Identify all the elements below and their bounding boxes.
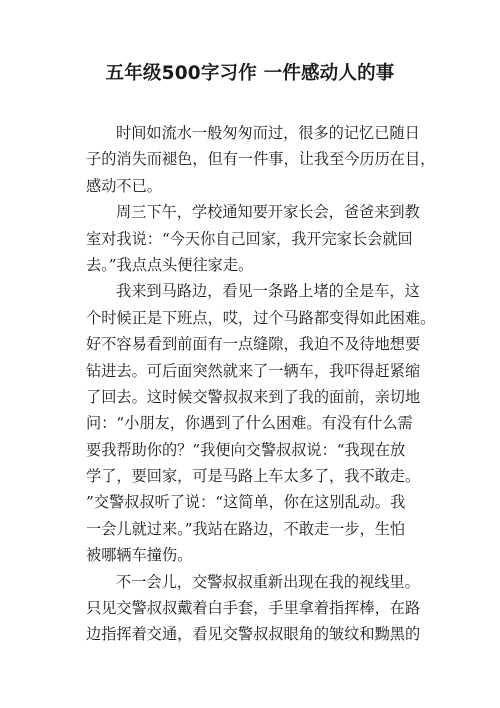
paragraph-3-line-1: 我来到马路边，看见一条路上堵的全是车，这 — [116, 282, 420, 301]
paragraph-3-line-3: 好不容易看到前面有一点缝隙，我迫不及待地想要 — [86, 335, 421, 354]
paragraph-4-line-3: 边指挥着交通，看见交警叔叔眼角的皱纹和黝黑的 — [86, 625, 421, 644]
paragraph-3-line-11: 被哪辆车撞伤。 — [86, 546, 193, 565]
paragraph-4-line-2: 只见交警叔叔戴着白手套，手里拿着指挥棒，在路 — [86, 599, 421, 618]
paragraph-1-line-2: 子的消失而褪色，但有一件事，让我至今历历在目， — [86, 150, 436, 169]
paragraph-3-line-8: 学了，要回家，可是马路上车太多了，我不敢走。 — [86, 467, 421, 486]
paragraph-3-line-10: 一会儿就过来。”我站在路边，不敢走一步，生怕 — [86, 519, 406, 538]
paragraph-4-line-1: 不一会儿，交警叔叔重新出现在我的视线里。 — [116, 572, 420, 591]
paragraph-2-line-3: 去。”我点点头便往家走。 — [86, 255, 254, 274]
paragraph-2-line-1: 周三下午，学校通知要开家长会，爸爸来到教 — [116, 203, 420, 222]
paragraph-3-line-7: 要我帮助你的？”我便向交警叔叔说：“我现在放 — [86, 440, 406, 459]
document-body — [86, 120, 436, 648]
paragraph-3-line-9: ”交警叔叔听了说：“这简单，你在这别乱动。我 — [86, 493, 406, 512]
paragraph-1-line-3: 感动不已。 — [86, 176, 162, 195]
paragraph-3-line-5: 了回去。这时候交警叔叔来到了我的面前，亲切地 — [86, 387, 421, 406]
paragraph-2-line-2: 室对我说：“今天你自己回家，我开完家长会就回 — [86, 229, 413, 248]
paragraph-3-line-6: 问：“小朋友，你遇到了什么困难。有没有什么需 — [86, 414, 413, 433]
document-title: 五年级500字习作 一件感动人的事 — [105, 63, 395, 84]
paragraph-3-line-4: 钻进去。可后面突然就来了一辆车，我吓得赶紧缩 — [86, 361, 421, 380]
paragraph-1-line-1: 时间如流水一般匆匆而过，很多的记忆已随日 — [116, 124, 420, 142]
paragraph-3-line-2: 个时候正是下班点，哎，过个马路都变得如此困难。 — [86, 308, 436, 327]
